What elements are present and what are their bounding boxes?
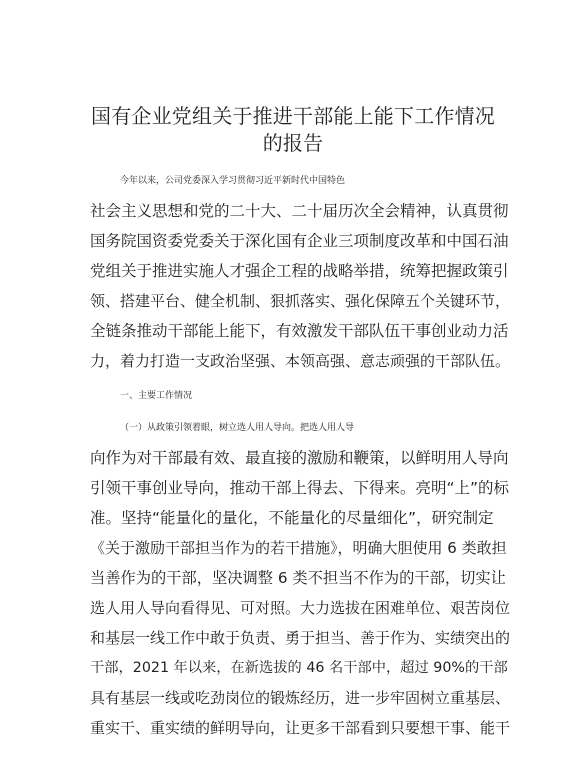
paragraph-line: 领、搭建平台、健全机制、狠抓落实、强化保障五个关键环节， [90,292,511,310]
section-heading: 一、主要工作情况 [120,391,193,401]
paragraph-line: 力，着力打造一支政治坚强、本领高强、意志顽强的干部队伍。 [90,352,511,370]
paragraph-line: 党组关于推进实施人才强企工程的战略举措，统筹把握政策引 [90,262,509,280]
paragraph-line: 国务院国资委党委关于深化国有企业三项制度改革和中国石油 [90,232,509,250]
paragraph-line: 选人用人导向看得见、可对照。大力选拔在困难单位、艰苦岗位 [90,599,511,617]
paragraph-line: 准。坚持“能量化的量化，不能量化的尽量细化”，研究制定 [90,509,494,527]
paragraph-line: 引领干事创业导向，推动干部上得去、下得来。亮明“上”的标 [90,479,510,497]
paragraph-line: 具有基层一线或吃劲岗位的锻炼经历，进一步牢固树立重基层、 [90,689,511,707]
paragraph-line: 当善作为的干部，坚决调整 6 类不担当不作为的干部，切实让 [90,569,506,587]
paragraph-line: 干部，2021 年以来，在新选拔的 46 名干部中，超过 90%的干部 [90,660,508,676]
paragraph-line: 和基层一线工作中敢于负责、勇于担当、善于作为、实绩突出的 [90,629,511,647]
paragraph-line: 《关于激励干部担当作为的若干措施》，明确大胆使用 6 类敢担 [90,539,507,557]
paragraph-line: 社会主义思想和党的二十大、二十届历次全会精神，认真贯彻 [90,202,509,220]
document-title-line-1: 国有企业党组关于推进干部能上能下工作情况 [91,104,495,128]
document-title-line-2: 的报告 [262,131,324,155]
paragraph-line: 全链条推动干部能上能下，有效激发干部队伍干事创业动力活 [90,322,509,340]
paragraph-line: 向作为对干部最有效、最直接的激励和鞭策，以鲜明用人导向 [90,449,509,467]
paragraph-line: 今年以来，公司党委深入学习贯彻习近平新时代中国特色 [120,176,346,186]
paragraph-line: 重实干、重实绩的鲜明导向，让更多干部看到只要想干事、能干 [90,719,511,737]
paragraph-line: （一）从政策引领着眼，树立选人用人导向。把选人用人导 [120,423,355,433]
